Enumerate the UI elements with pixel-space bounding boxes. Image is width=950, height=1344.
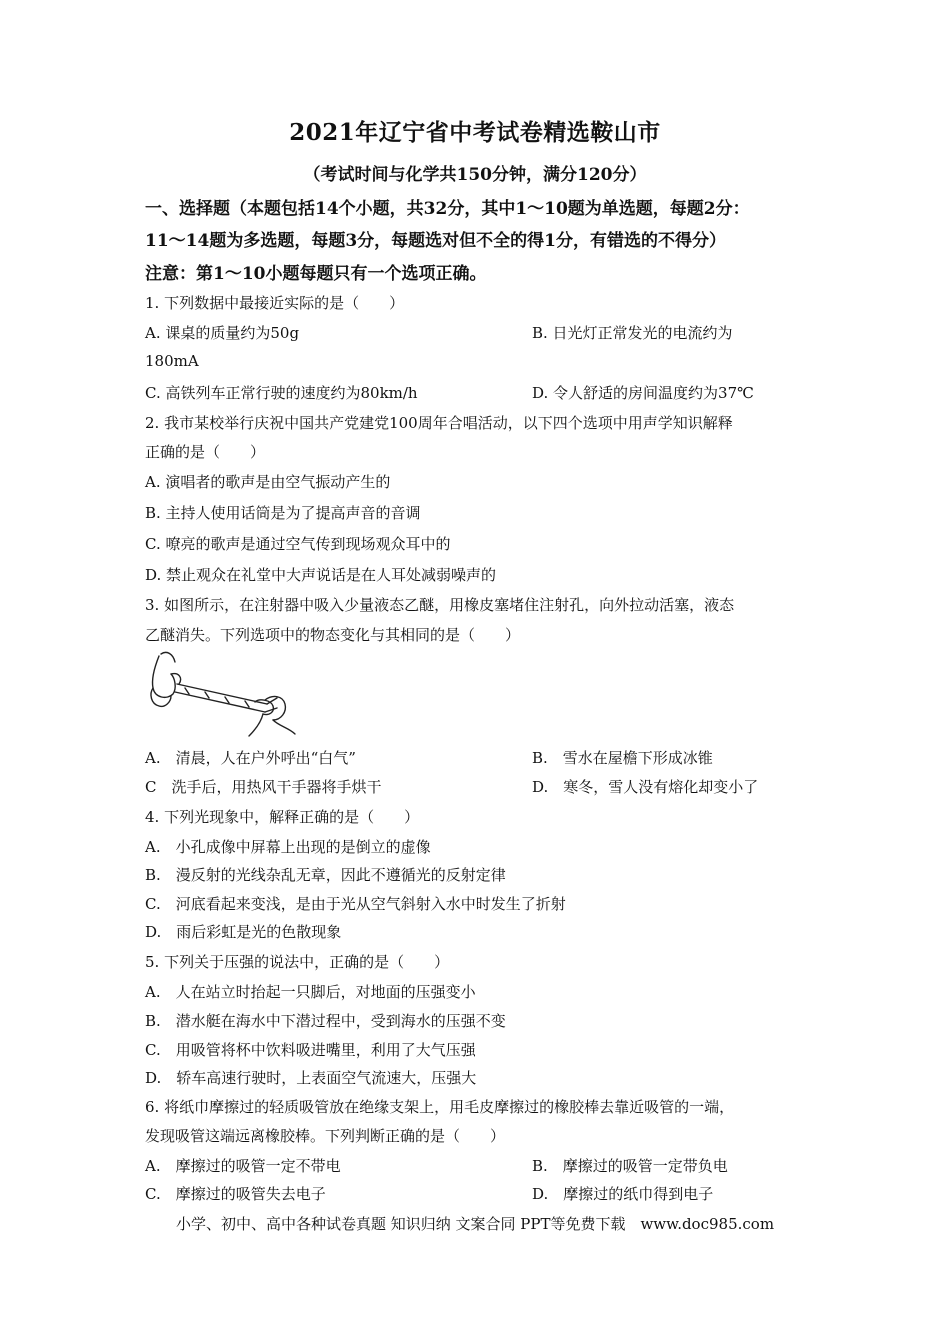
- q3-stem-line1: 3. 如图所示，在注射器中吸入少量液态乙醚，用橡皮塞堵住注射孔，向外拉动活塞，液态: [145, 596, 735, 614]
- q6-stem-line1: 6. 将纸巾摩擦过的轻质吸管放在绝缘支架上，用毛皮摩擦过的橡胶棒去靠近吸管的一端，: [145, 1098, 735, 1116]
- q1-option-a: A. 课桌的质量约为50g: [145, 324, 300, 342]
- q4-option-b: B. 漫反射的光线杂乱无章，因此不遵循光的反射定律: [145, 866, 506, 884]
- q1-option-b: B. 日光灯正常发光的电流约为: [532, 324, 733, 342]
- q5-option-a: A. 人在站立时抬起一只脚后，对地面的压强变小: [145, 983, 476, 1001]
- q4-option-c: C. 河底看起来变浅，是由于光从空气斜射入水中时发生了折射: [145, 895, 566, 913]
- q1-option-c: C. 高铁列车正常行驶的速度约为80km/h: [145, 384, 418, 402]
- section-heading-line2: 11～14题为多选题，每题3分，每题选对但不全的得1分，有错选的不得分）: [145, 231, 726, 251]
- q4-stem: 4. 下列光现象中，解释正确的是（ ）: [145, 808, 420, 826]
- page-title: 2021年辽宁省中考试卷精选鞍山市: [289, 119, 661, 146]
- q4-option-d: D. 雨后彩虹是光的色散现象: [145, 923, 342, 941]
- q3-option-a: A. 清晨，人在户外呼出“白气”: [145, 749, 356, 767]
- q6-option-c: C. 摩擦过的吸管失去电子: [145, 1185, 326, 1203]
- q3-option-c: C 洗手后，用热风干手器将手烘干: [145, 778, 382, 796]
- q6-stem-line2: 发现吸管这端远离橡胶棒。下列判断正确的是（ ）: [145, 1127, 506, 1145]
- section-note: 注意：第1～10小题每题只有一个选项正确。: [145, 264, 487, 284]
- q2-option-c: C. 嘹亮的歌声是通过空气传到现场观众耳中的: [145, 535, 451, 553]
- q6-option-b: B. 摩擦过的吸管一定带负电: [532, 1157, 728, 1175]
- q2-stem-line1: 2. 我市某校举行庆祝中国共产党建党100周年合唱活动，以下四个选项中用声学知识解释: [145, 414, 733, 432]
- q1-option-b-continued: 180mA: [145, 352, 199, 370]
- section-heading-line1: 一、选择题（本题包括14个小题，共32分，其中1～10题为单选题，每题2分：: [145, 199, 750, 219]
- q1-option-d: D. 令人舒适的房间温度约为37℃: [532, 384, 754, 402]
- q3-stem-line2: 乙醚消失。下列选项中的物态变化与其相同的是（ ）: [145, 626, 521, 644]
- q2-option-a: A. 演唱者的歌声是由空气振动产生的: [145, 473, 391, 491]
- q5-stem: 5. 下列关于压强的说法中，正确的是（ ）: [145, 953, 450, 971]
- q5-option-b: B. 潜水艇在海水中下潜过程中，受到海水的压强不变: [145, 1012, 506, 1030]
- q4-option-a: A. 小孔成像中屏幕上出现的是倒立的虚像: [145, 838, 431, 856]
- footer-advert: 小学、初中、高中各种试卷真题 知识归纳 文案合同 PPT等免费下载 www.doc985.com: [175, 1215, 775, 1233]
- q5-option-c: C. 用吸管将杯中饮料吸进嘴里，利用了大气压强: [145, 1041, 476, 1059]
- q2-option-d: D. 禁止观众在礼堂中大声说话是在人耳处减弱噪声的: [145, 566, 497, 584]
- q3-option-b: B. 雪水在屋檐下形成冰锥: [532, 749, 713, 767]
- q3-option-d: D. 寒冬，雪人没有熔化却变小了: [532, 778, 759, 796]
- q6-option-d: D. 摩擦过的纸巾得到电子: [532, 1185, 714, 1203]
- exam-subtitle: （考试时间与化学共150分钟，满分120分）: [303, 165, 647, 185]
- q2-stem-line2: 正确的是（ ）: [145, 443, 266, 461]
- syringe-figure: [145, 648, 297, 738]
- q2-option-b: B. 主持人使用话筒是为了提高声音的音调: [145, 504, 421, 522]
- q1-stem: 1. 下列数据中最接近实际的是（ ）: [145, 294, 405, 312]
- q6-option-a: A. 摩擦过的吸管一定不带电: [145, 1157, 341, 1175]
- q5-option-d: D. 轿车高速行驶时，上表面空气流速大，压强大: [145, 1069, 477, 1087]
